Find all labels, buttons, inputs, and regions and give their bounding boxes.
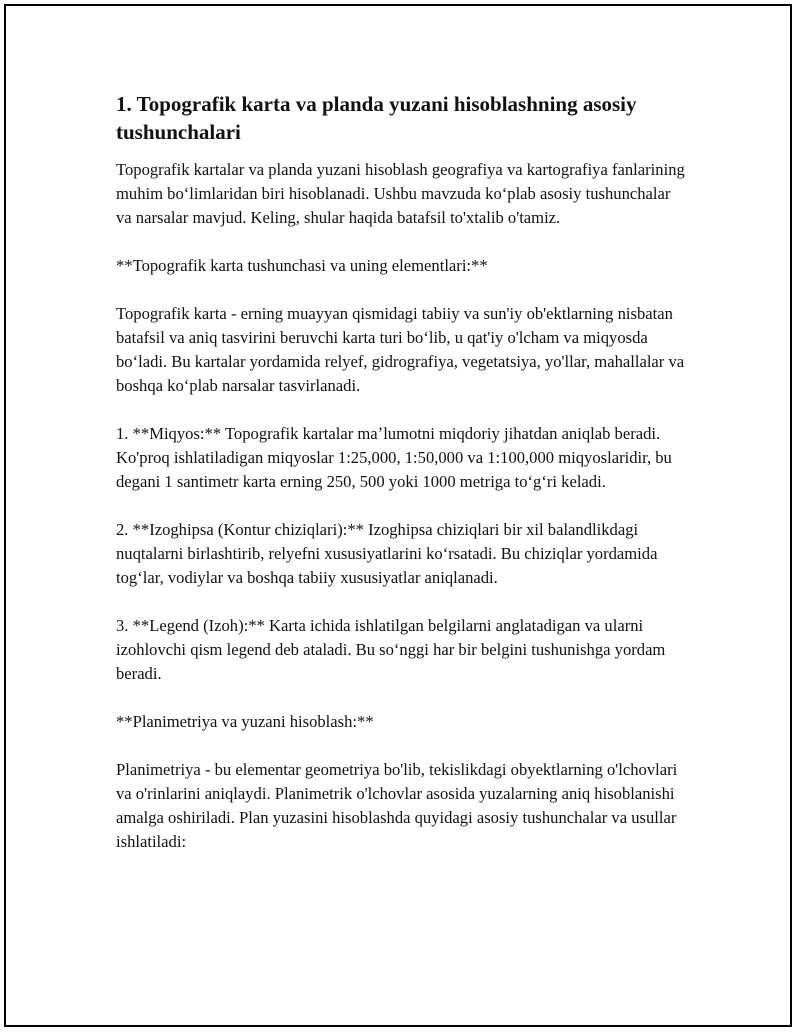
document-body (116, 90, 686, 878)
legend-paragraph: 3. **Legend (Izoh):** Karta ichida ishlatilgan belgilarni anglatadigan va ularni izohlovchi qism legend deb ataladi. Bu soʻnggi har bir belgini tushunishga yordam beradi. (116, 616, 666, 683)
intro-paragraph: Topografik kartalar va planda yuzani hisoblash geografiya va kartografiya fanlarining muhim boʻlimlaridan biri hisoblanadi. Ushbu mavzuda koʻplab asosiy tushunchalar va narsalar mavjud. Keling, shular haqida batafsil to'xtalib o'tamiz. (116, 160, 685, 227)
contour-lines-paragraph: 2. **Izoghipsa (Kontur chiziqlari):** Izoghipsa chiziqlari bir xil balandlikdagi nuqtalarni birlashtirib, relyefni xususiyatlarini koʻrsatadi. Bu chiziqlar yordamida togʻlar, vodiylar va boshqa tabiiy xususiyatlar aniqlanadi. (116, 520, 658, 587)
topographic-map-definition-paragraph: Topografik karta - erning muayyan qismidagi tabiiy va sun'iy ob'ektlarning nisbatan batafsil va aniq tasvirini beruvchi karta turi boʻlib, u qat'iy o'lcham va miqyosda boʻladi. Bu kartalar yordamida relyef, gidrografiya, vegetatsiya, yo'llar, mahallalar va boshqa koʻplab narsalar tasvirlanadi. (116, 304, 685, 395)
scale-paragraph: 1. **Miqyos:** Topografik kartalar maʼlumotni miqdoriy jihatdan aniqlab beradi. Ko'proq ishlatiladigan miqyoslar 1:25,000, 1:50,000 va 1:100,000 miqyoslaridir, bu degani 1 santimetr karta erning 250, 500 yoki 1000 metriga toʻgʻri keladi. (116, 424, 672, 491)
section-heading-planimetry: **Planimetriya va yuzani hisoblash:** (116, 712, 374, 731)
section-heading-topographic-map: **Topografik karta tushunchasi va uning elementlari:** (116, 256, 488, 275)
document-title: 1. Topografik karta va planda yuzani hisoblashning asosiy tushunchalari (116, 92, 637, 144)
planimetry-paragraph: Planimetriya - bu elementar geometriya bo'lib, tekislikdagi obyektlarning o'lchovlari va o'rinlarini aniqlaydi. Planimetrik o'lchovlar asosida yuzalarning aniq hisoblanishi amalga oshiriladi. Plan yuzasini hisoblashda quyidagi asosiy tushunchalar va usullar ishlatiladi: (116, 760, 678, 851)
